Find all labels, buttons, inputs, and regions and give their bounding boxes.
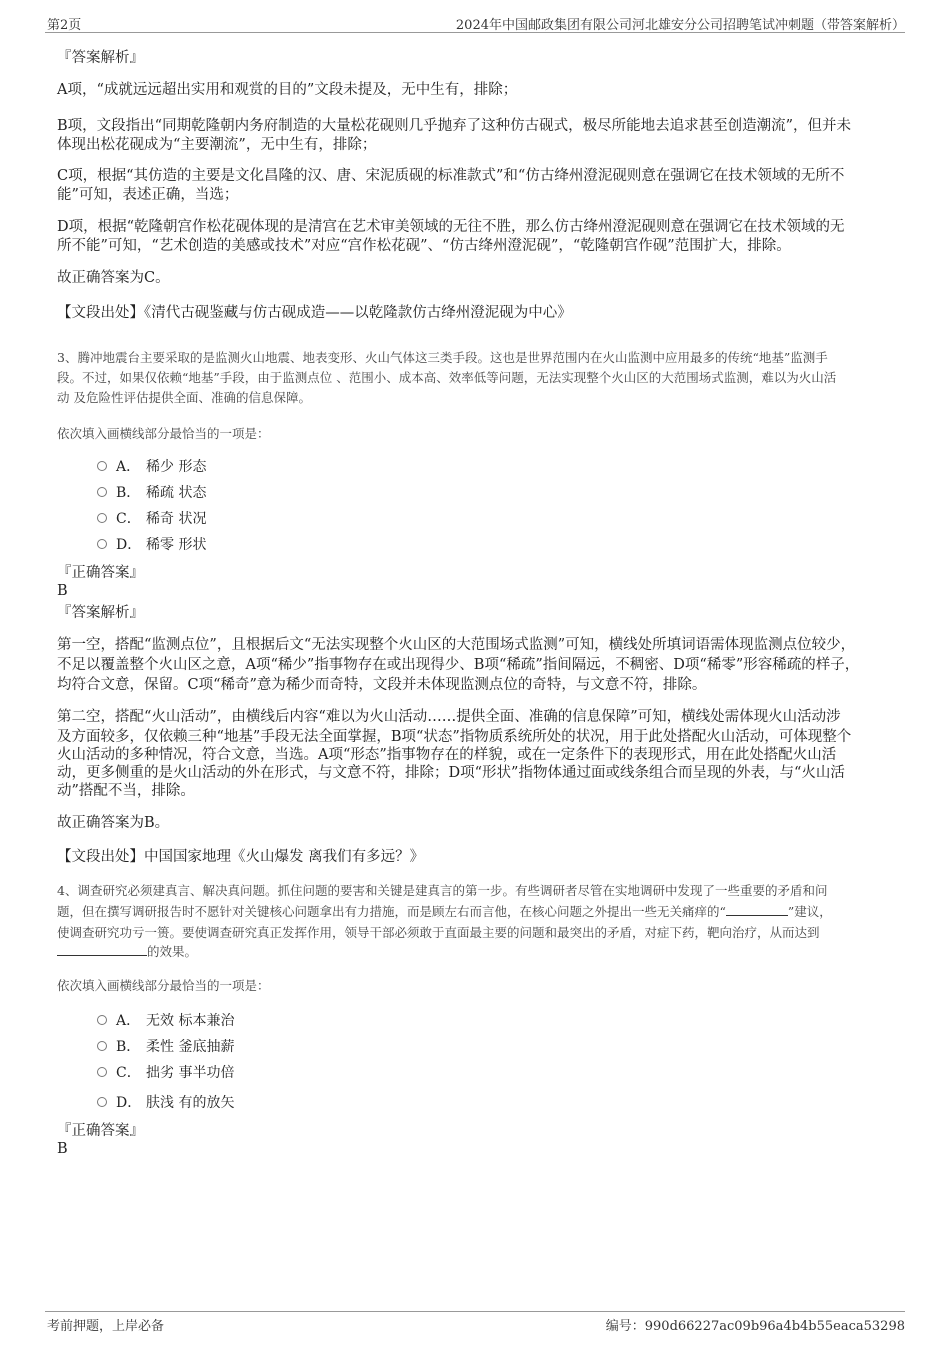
- q3-correct-label: 『正确答案』: [57, 565, 144, 581]
- radio-icon[interactable]: [97, 461, 107, 471]
- q3-stem-line3: 动 及危险性评估提供全面、准确的信息保障。: [57, 390, 311, 405]
- q4-prompt: 依次填入画横线部分最恰当的一项是：: [57, 978, 270, 993]
- q3-conclusion: 故正确答案为B。: [57, 815, 170, 831]
- q3-analysis-p2-line4: 动，更多侧重的是火山活动的外在形式，与文意不符，排除；D项“形状”指物体通过面或线条组合而呈现的外表，与“火山活: [57, 765, 845, 781]
- footer-slogan: 考前押题，上岸必备: [47, 1319, 165, 1334]
- radio-icon[interactable]: [97, 1041, 107, 1051]
- q4-option-a[interactable]: A． 无效 标本兼治: [97, 1011, 234, 1031]
- q3-analysis-p2-line5: 动”搭配不当，排除。: [57, 783, 195, 799]
- q3-option-b[interactable]: B． 稀疏 状态: [97, 483, 206, 503]
- page-number: 第2页: [47, 18, 82, 33]
- q3-source: 【文段出处】中国国家地理《火山爆发 离我们有多远？》: [57, 849, 425, 865]
- page-header: [45, 14, 905, 33]
- q3-stem-line2: 段。不过，如果仅依赖“地基”手段，由于监测点位 、范围小、成本高、效率低等问题，无法实现整个火山区的大范围场式监测，难以为火山活: [57, 370, 837, 385]
- q4-stem-line1: 4、调查研究必须建真言、解决真问题。抓住问题的要害和关键是建真言的第一步。有些调研者尽管在实地调研中发现了一些重要的矛盾和问: [57, 883, 828, 898]
- q3-correct-answer: B: [57, 583, 68, 599]
- q4-correct-answer: B: [57, 1141, 68, 1157]
- radio-icon[interactable]: [97, 539, 107, 549]
- q3-analysis-p1-line2: 不足以覆盖整个火山区之意，A项“稀少”指事物存在或出现得少、B项“稀疏”指间隔远，不稠密、D项“稀零”形容稀疏的样子，: [57, 657, 860, 673]
- analysis-option-c-line1: C项，根据“其仿造的主要是文化昌隆的汉、唐、宋泥质砚的标准款式”和“仿古绛州澄泥砚则意在强调它在技术领域的无所不: [57, 168, 845, 184]
- q3-option-a[interactable]: A． 稀少 形态: [97, 457, 206, 477]
- analysis-label: 『答案解析』: [57, 50, 144, 66]
- q3-analysis-p1-line3: 均符合文意，保留。C项“稀奇”意为稀少而奇特，文段并未体现监测点位的奇特，与文意不符，排除。: [57, 677, 707, 693]
- q3-analysis-p2-line2: 及方面较多，仅依赖三种“地基”手段无法全面掌握，B项“状态”指物质系统所处的状况，用于此处搭配火山活动，可体现整个: [57, 729, 852, 745]
- q3-option-c[interactable]: C． 稀奇 状况: [97, 509, 206, 529]
- radio-icon[interactable]: [97, 1067, 107, 1077]
- analysis-option-a: A项，“成就远远超出实用和观赏的目的”文段未提及，无中生有，排除；: [57, 82, 518, 98]
- q4-correct-label: 『正确答案』: [57, 1123, 144, 1139]
- analysis-option-d-line1: D项，根据“乾隆朝宫作松花砚体现的是清宫在艺术审美领域的无往不胜，那么仿古绛州澄泥砚则意在强调它在技术领域的无: [57, 219, 845, 235]
- blank-2: [57, 941, 147, 956]
- q3-analysis-p1-line1: 第一空，搭配“监测点位”，且根据后文“无法实现整个火山区的大范围场式监测”可知，横线处所填词语需体现监测点位较少，: [57, 637, 856, 653]
- q4-option-d[interactable]: D． 肤浅 有的放矢: [97, 1093, 234, 1113]
- q4-option-b[interactable]: B． 柔性 釜底抽薪: [97, 1037, 234, 1057]
- radio-icon[interactable]: [97, 487, 107, 497]
- analysis-option-b-line1: B项，文段指出“同期乾隆朝内务府制造的大量松花砚则几乎抛弃了这种仿古砚式，极尽所能地去追求甚至创造潮流”，但并未: [57, 118, 851, 134]
- q3-prompt: 依次填入画横线部分最恰当的一项是：: [57, 426, 270, 441]
- analysis-option-b-line2: 体现出松花砚成为“主要潮流”，无中生有，排除；: [57, 137, 377, 153]
- q4-stem-line4: 的效果。: [57, 941, 887, 962]
- document-title: 2024年中国邮政集团有限公司河北雄安分公司招聘笔试冲刺题（带答案解析）: [455, 18, 905, 33]
- document-id: 编号：990d66227ac09b96a4b4b55eaca53298: [605, 1319, 905, 1334]
- blank-1: [726, 901, 788, 916]
- q3-analysis-p2-line1: 第二空，搭配“火山活动”，由横线后内容“难以为火山活动……提供全面、准确的信息保障”可知，横线处需体现火山活动涉: [57, 709, 841, 725]
- analysis-option-d-line2: 所不能”可知，“艺术创造的美感或技术”对应“宫作松花砚”、“仿古绛州澄泥砚”，“乾隆朝宫作砚”范围扩大，排除。: [57, 238, 791, 254]
- analysis-option-c-line2: 能”可知，表述正确，当选；: [57, 187, 239, 203]
- radio-icon[interactable]: [97, 513, 107, 523]
- q4-option-c[interactable]: C． 拙劣 事半功倍: [97, 1063, 234, 1083]
- radio-icon[interactable]: [97, 1015, 107, 1025]
- q3-analysis-label: 『答案解析』: [57, 605, 144, 621]
- q3-stem-line1: 3、腾冲地震台主要采取的是监测火山地震、地表变形、火山气体这三类手段。这也是世界范围内在火山监测中应用最多的传统“地基”监测手: [57, 350, 828, 365]
- q4-stem-line2: 题，但在撰写调研报告时不愿针对关键核心问题拿出有力措施，而是顾左右而言他，在核心问题之外提出一些无关痛痒的“ ”建议，: [57, 901, 887, 922]
- q4-stem-line3: 使调查研究功亏一篑。要使调查研究真正发挥作用，领导干部必须敢于直面最主要的问题和最突出的矛盾，对症下药，靶向治疗，从而达到: [57, 925, 820, 940]
- answer-conclusion: 故正确答案为C。: [57, 270, 170, 286]
- page-footer: [45, 1311, 905, 1334]
- passage-source: 【文段出处】《清代古砚鉴藏与仿古砚成造——以乾隆款仿古绛州澄泥砚为中心》: [57, 305, 572, 321]
- q3-analysis-p2-line3: 火山活动的多种情况，符合文意，当选。A项“形态”指事物存在的样貌，或在一定条件下的表现形式，用在此处搭配火山活: [57, 747, 837, 763]
- radio-icon[interactable]: [97, 1097, 107, 1107]
- q3-option-d[interactable]: D． 稀零 形状: [97, 535, 206, 555]
